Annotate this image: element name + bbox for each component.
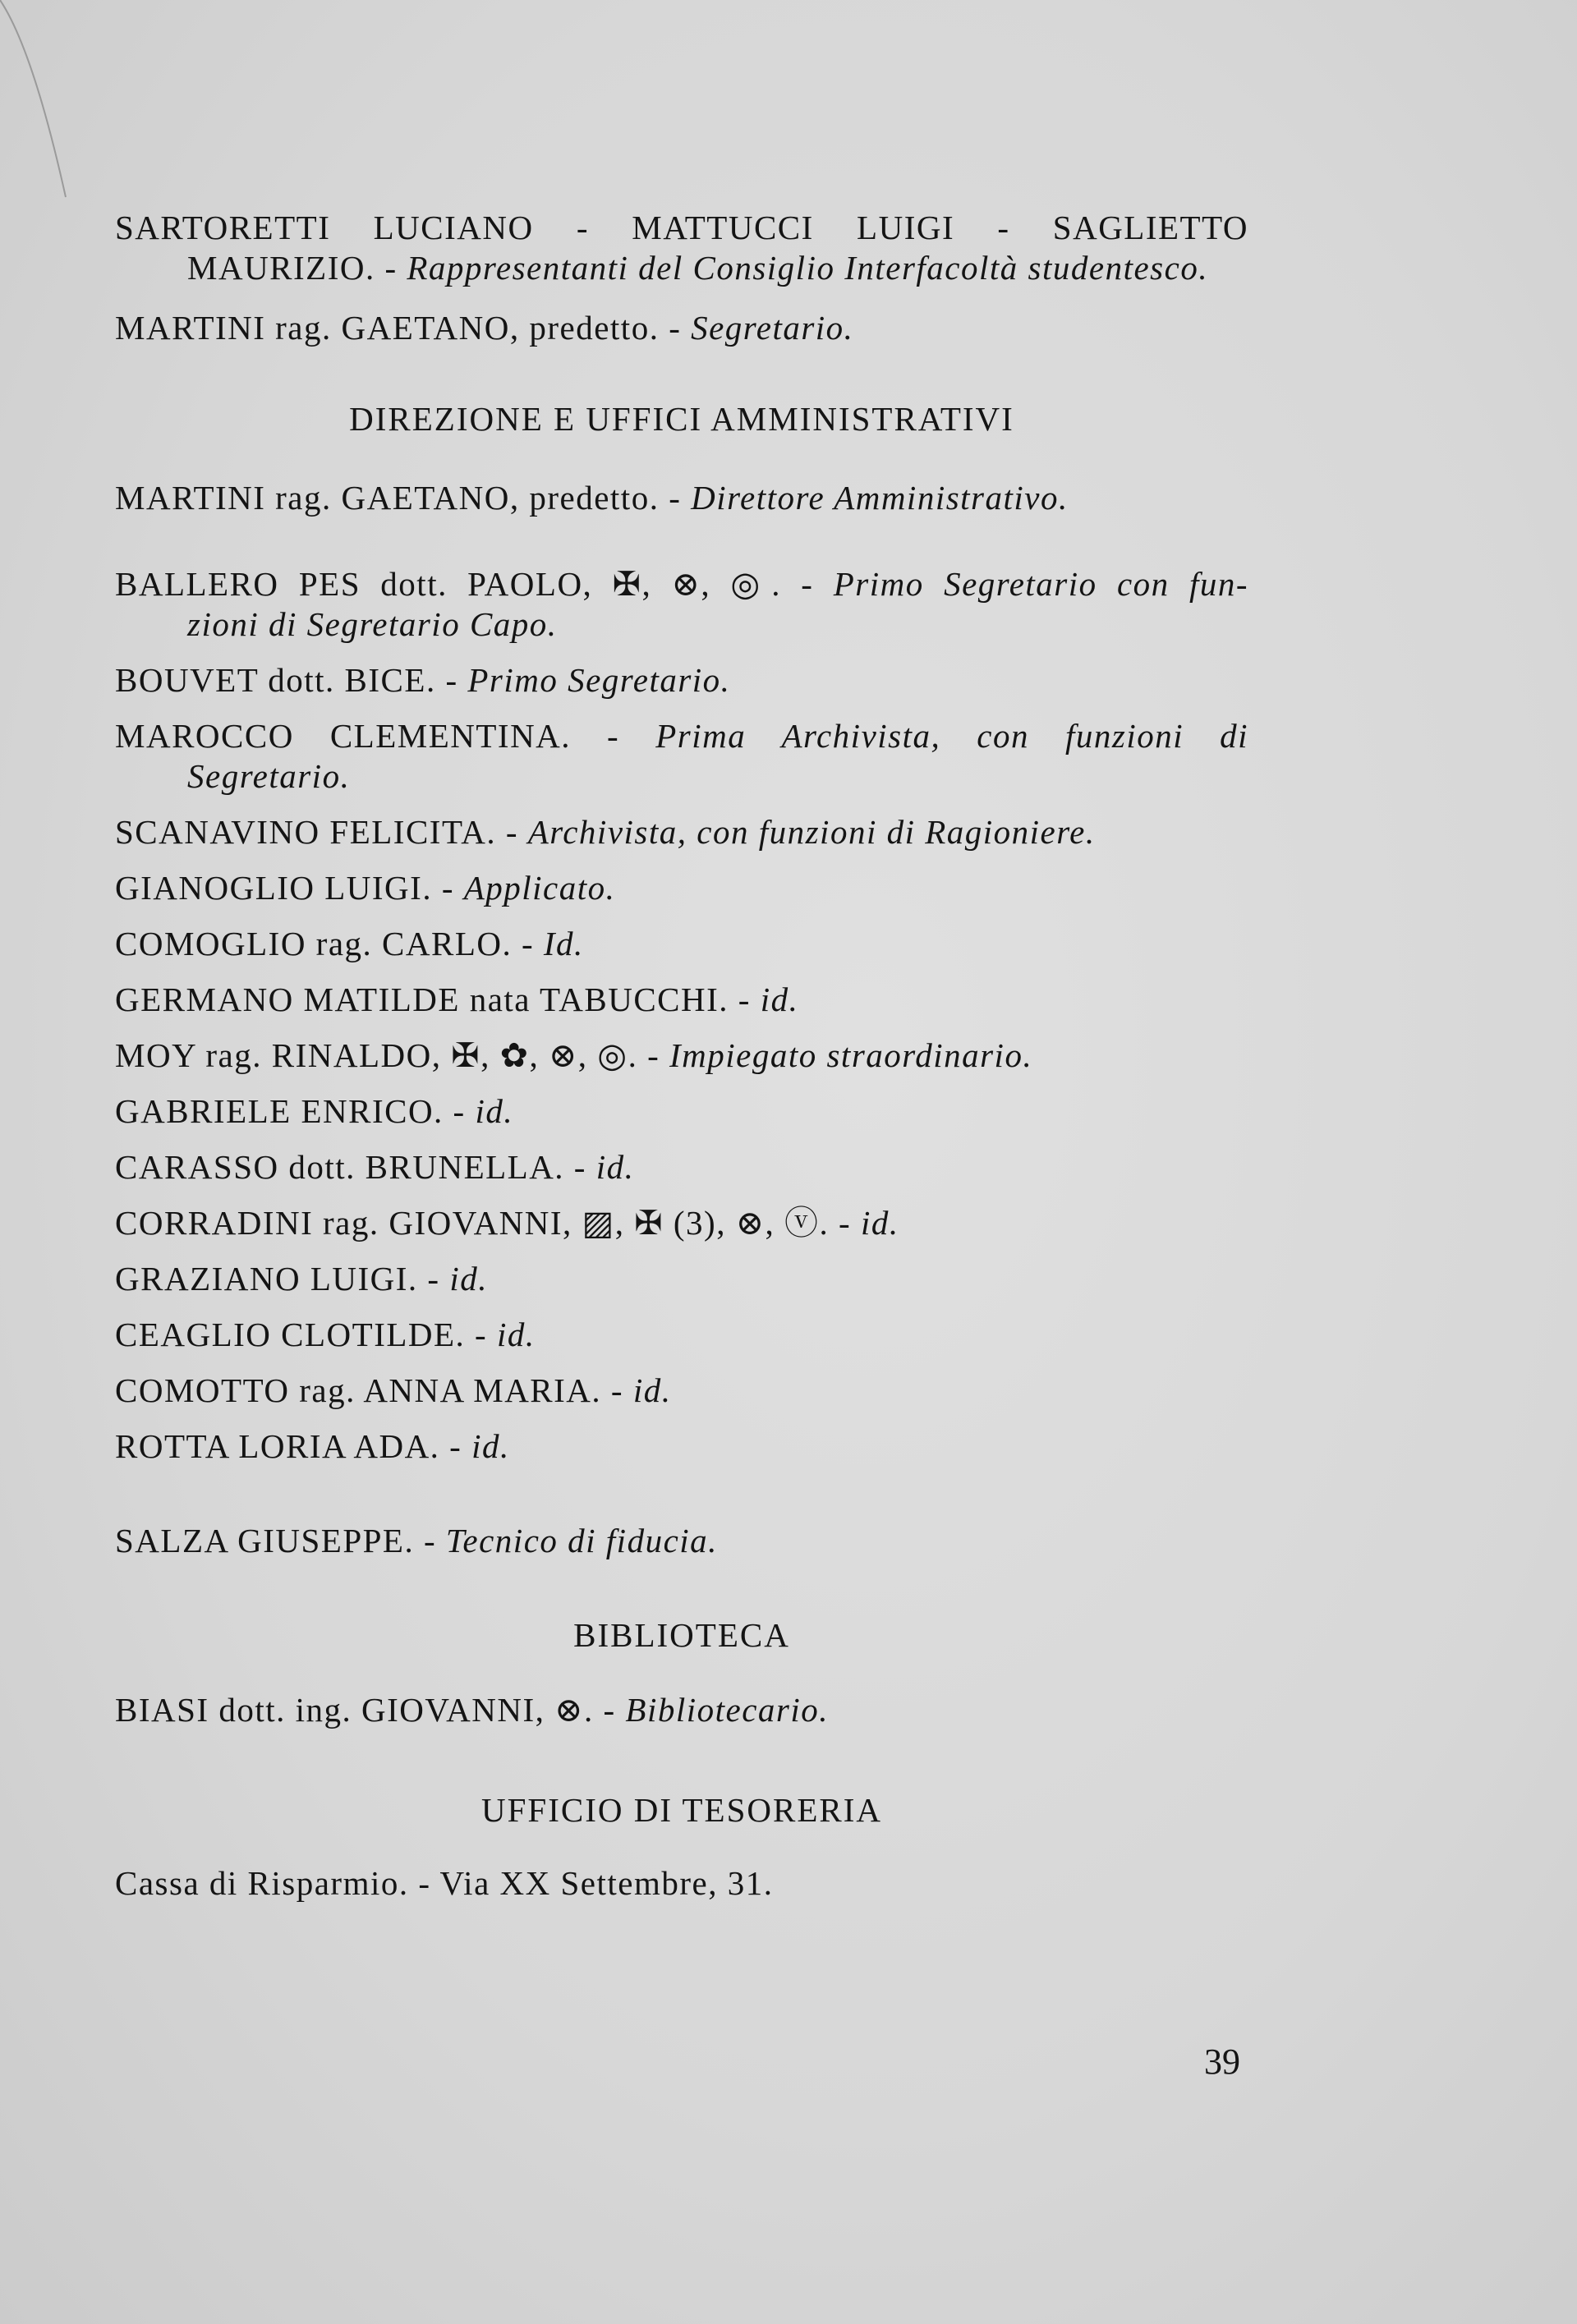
page-number: 39 bbox=[1204, 2042, 1240, 2082]
entry-continuation: Segretario. bbox=[187, 757, 351, 795]
entry-name: GERMANO MATILDE nata TABUCCHI. - bbox=[115, 981, 761, 1018]
entry-corradini bbox=[115, 1203, 1248, 1243]
entry-carasso bbox=[115, 1147, 1248, 1187]
entry-role: Id. bbox=[543, 925, 584, 962]
entry-name: CEAGLIO CLOTILDE. - bbox=[115, 1316, 497, 1353]
entry-comotto bbox=[115, 1371, 1248, 1411]
entry-name: GIANOGLIO LUIGI. - bbox=[115, 869, 464, 907]
entry-role: id. bbox=[475, 1092, 514, 1130]
entry-direttore bbox=[115, 478, 1248, 518]
entry-comoglio bbox=[115, 924, 1248, 964]
entry-name: MOY rag. RINALDO, ✠, ✿, ⊗, ◎. - bbox=[115, 1036, 669, 1074]
entry-role: Prima Archivista, con funzioni di bbox=[655, 717, 1249, 755]
entry-name: ROTTA LORIA ADA. - bbox=[115, 1427, 472, 1465]
entry-name: MAROCCO CLEMENTINA. - bbox=[115, 717, 656, 755]
entry-gabriele bbox=[115, 1091, 1248, 1132]
directory-content bbox=[115, 208, 1248, 1904]
entry-cassa bbox=[115, 1863, 1248, 1904]
entry-name: SALZA GIUSEPPE. - bbox=[115, 1522, 446, 1559]
entry-marocco bbox=[115, 716, 1248, 756]
page-crease-mark bbox=[0, 0, 99, 214]
entry-role: Impiegato straordinario. bbox=[669, 1036, 1033, 1074]
entry-text: Cassa di Risparmio. - Via XX Settembre, 31. bbox=[115, 1864, 774, 1902]
entry-role: Rappresentanti del Consiglio Interfacoltà studentesco. bbox=[407, 249, 1209, 287]
entry-role: Tecnico di fiducia. bbox=[445, 1522, 718, 1559]
entry-segretario bbox=[115, 308, 1248, 348]
entry-role: id. bbox=[595, 1148, 635, 1186]
entry-role: id. bbox=[449, 1260, 488, 1297]
entry-name: BALLERO PES dott. PAOLO, ✠, ⊗, ◎. - bbox=[115, 565, 834, 603]
entry-continuation: zioni di Segretario Capo. bbox=[187, 605, 558, 643]
entry-role: Archivista, con funzioni di Ragioniere. bbox=[527, 813, 1096, 851]
entry-role: id. bbox=[632, 1371, 672, 1409]
entry-role: id. bbox=[496, 1316, 536, 1353]
heading-biblioteca: BIBLIOTECA bbox=[573, 1616, 790, 1654]
entry-continuation bbox=[115, 248, 1248, 288]
entry-role: id. bbox=[471, 1427, 510, 1465]
entry-student-representatives bbox=[115, 208, 1248, 248]
entry-names: MAURIZIO. - bbox=[187, 249, 407, 287]
heading-direzione: DIREZIONE E UFFICI AMMINISTRATIVI bbox=[349, 400, 1014, 438]
entry-moy bbox=[115, 1036, 1248, 1076]
entry-role: Primo Segretario. bbox=[467, 661, 731, 699]
entry-name: GABRIELE ENRICO. - bbox=[115, 1092, 476, 1130]
entry-role: Primo Segretario con fun- bbox=[833, 565, 1248, 603]
entry-biasi bbox=[115, 1690, 1248, 1730]
entry-role: Segretario. bbox=[691, 309, 854, 347]
entry-role: id. bbox=[760, 981, 799, 1018]
entry-scanavino bbox=[115, 812, 1248, 852]
entry-name: MARTINI rag. GAETANO, predetto. - bbox=[115, 479, 692, 517]
entry-graziano bbox=[115, 1259, 1248, 1299]
entry-name: CARASSO dott. BRUNELLA. - bbox=[115, 1148, 596, 1186]
entry-name: SCANAVINO FELICITA. - bbox=[115, 813, 528, 851]
entry-ceaglio bbox=[115, 1315, 1248, 1355]
entry-gianoglio bbox=[115, 868, 1248, 908]
entry-name: COMOTTO rag. ANNA MARIA. - bbox=[115, 1371, 633, 1409]
entry-salza bbox=[115, 1521, 1248, 1561]
entry-name: MARTINI rag. GAETANO, predetto. - bbox=[115, 309, 692, 347]
entry-name: BOUVET dott. BICE. - bbox=[115, 661, 468, 699]
entry-name: BIASI dott. ing. GIOVANNI, ⊗. - bbox=[115, 1691, 626, 1729]
entry-name: GRAZIANO LUIGI. - bbox=[115, 1260, 450, 1297]
entry-role: Direttore Amministrativo. bbox=[691, 479, 1069, 517]
entry-name: CORRADINI rag. GIOVANNI, ▨, ✠ (3), ⊗, ⓥ. - bbox=[115, 1204, 861, 1242]
entry-role: Bibliotecario. bbox=[625, 1691, 830, 1729]
entry-role: Applicato. bbox=[463, 869, 616, 907]
entry-rotta bbox=[115, 1426, 1248, 1467]
entry-bouvet bbox=[115, 660, 1248, 700]
entry-role: id. bbox=[860, 1204, 899, 1242]
entry-line: SARTORETTI LUCIANO - MATTUCCI LUIGI - SAGLIETTO bbox=[115, 209, 1248, 246]
heading-tesoreria: UFFICIO DI TESORERIA bbox=[481, 1791, 882, 1829]
entry-germano bbox=[115, 980, 1248, 1020]
entry-name: COMOGLIO rag. CARLO. - bbox=[115, 925, 544, 962]
entry-ballero bbox=[115, 564, 1248, 604]
